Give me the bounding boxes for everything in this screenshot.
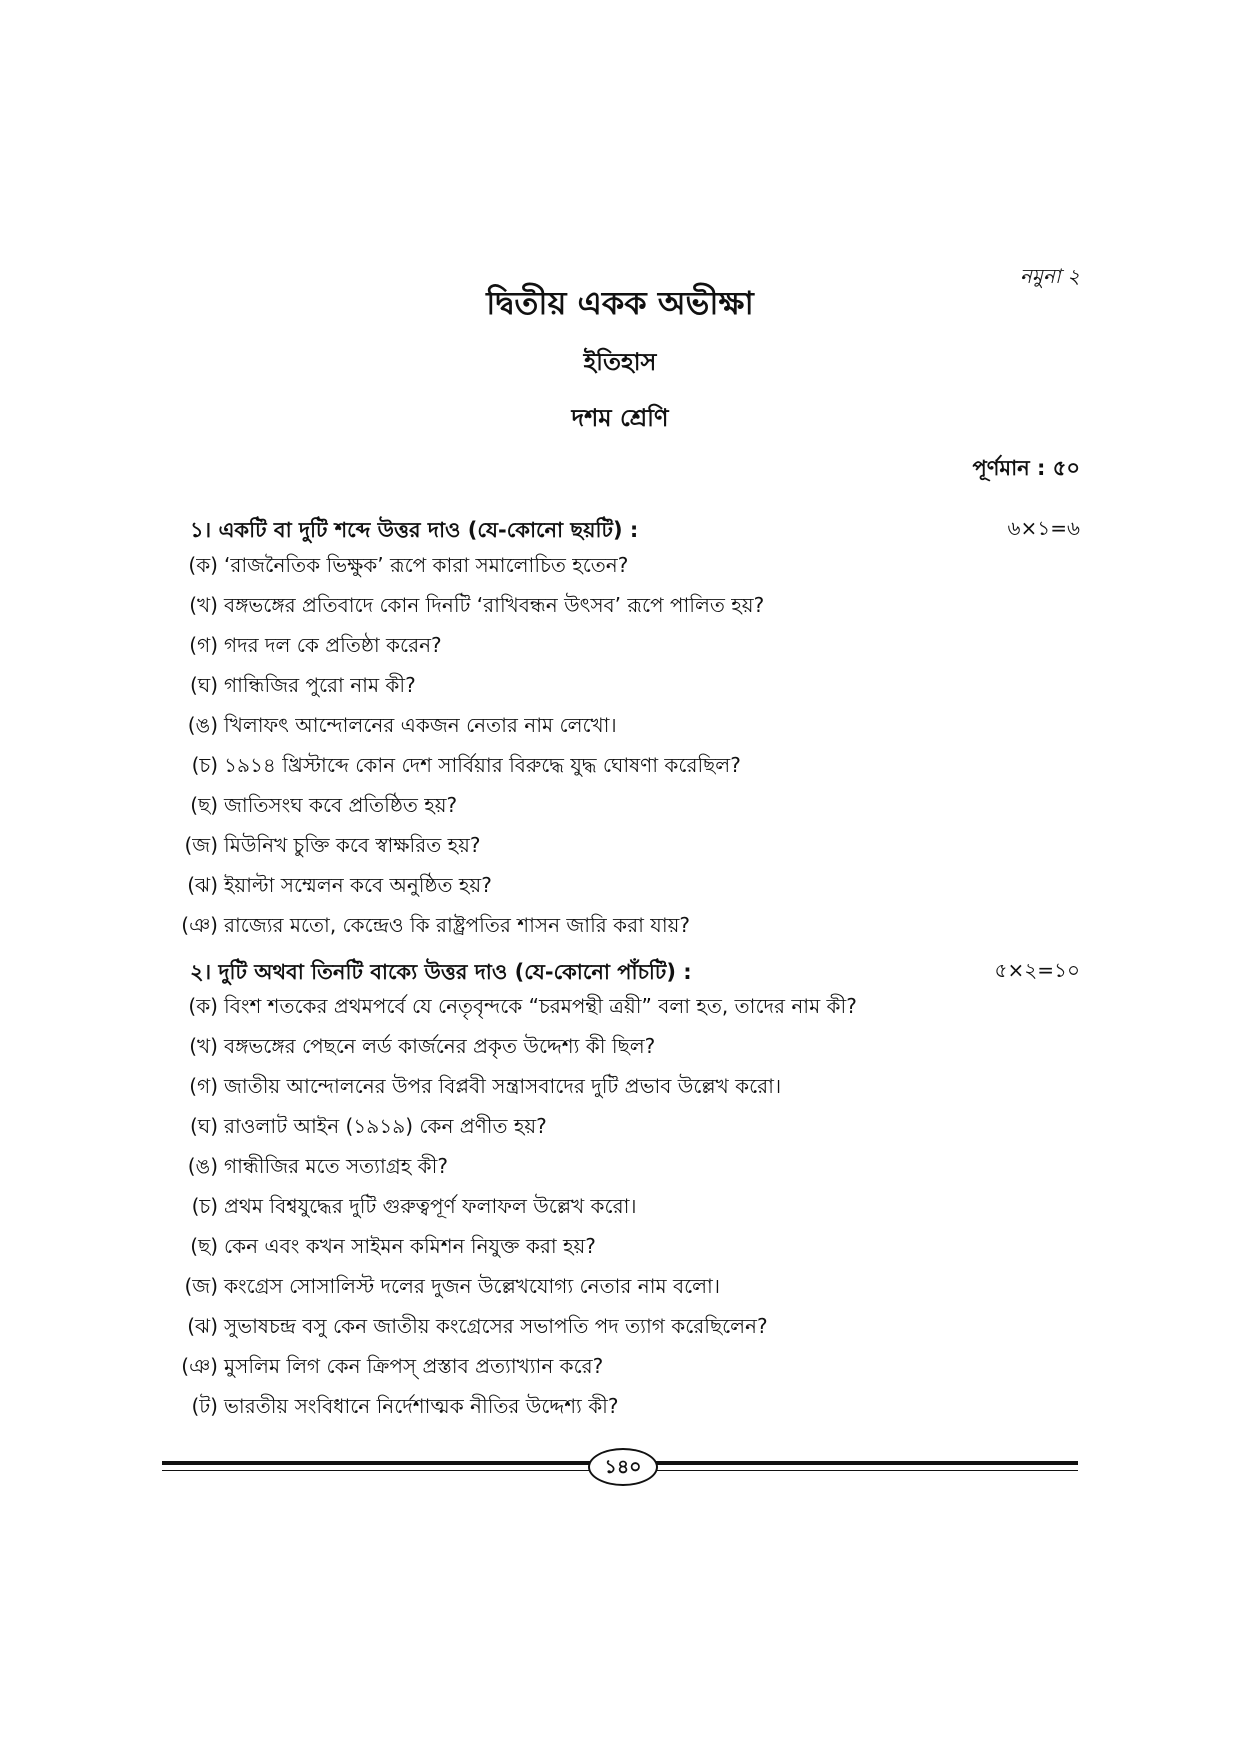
question-item: [172, 625, 764, 665]
question-item: [172, 1346, 857, 1386]
question-item: [172, 1066, 857, 1106]
section-2-heading: ২। দুটি অথবা তিনটি বাক্যে উত্তর দাও (যে-কোনো পাঁচটি) :: [190, 960, 692, 984]
question-label: (চ): [191, 1194, 218, 1218]
question-item: [172, 865, 764, 905]
subject-name: ইতিহাস: [583, 348, 657, 376]
question-text: রাজ্যের মতো, কেন্দ্রেও কি রাষ্ট্রপতির শাসন জারি করা যায়?: [224, 913, 691, 937]
question-text: গান্ধীজির মতে সত্যাগ্রহ কী?: [224, 1154, 448, 1178]
question-item: [172, 545, 764, 585]
question-text: মুসলিম লিগ কেন ক্রিপস্ প্রস্তাব প্রত্যাখ্যান করে?: [224, 1354, 604, 1378]
question-text: গান্ধিজির পুরো নাম কী?: [224, 673, 416, 697]
question-label: (জ): [184, 1274, 218, 1298]
question-text: জাতিসংঘ কবে প্রতিষ্ঠিত হয়?: [224, 793, 458, 817]
question-item: [172, 1266, 857, 1306]
page-number: ১৪০: [588, 1448, 658, 1486]
question-text: ভারতীয় সংবিধানে নির্দেশাত্মক নীতির উদ্দেশ্য কী?: [224, 1394, 619, 1418]
question-text: মিউনিখ চুক্তি কবে স্বাক্ষরিত হয়?: [224, 833, 481, 857]
question-label: (গ): [189, 633, 218, 657]
question-text: গদর দল কে প্রতিষ্ঠা করেন?: [224, 633, 442, 657]
question-item: [172, 1146, 857, 1186]
question-item: [172, 585, 764, 625]
question-text: কংগ্রেস সোসালিস্ট দলের দুজন উল্লেখযোগ্য নেতার নাম বলো।: [224, 1274, 720, 1298]
question-item: [172, 785, 764, 825]
question-label: (ট): [191, 1394, 218, 1418]
question-item: [172, 986, 857, 1026]
question-label: (ক): [188, 553, 218, 577]
question-text: জাতীয় আন্দোলনের উপর বিপ্লবী সন্ত্রাসবাদের দুটি প্রভাব উল্লেখ করো।: [224, 1074, 782, 1098]
section-2-questions: [172, 986, 857, 1426]
question-text: রাওলাট আইন (১৯১৯) কেন প্রণীত হয়?: [224, 1114, 547, 1138]
question-text: বঙ্গভঙ্গের পেছনে লর্ড কার্জনের প্রকৃত উদ্দেশ্য কী ছিল?: [224, 1034, 656, 1058]
question-item: [172, 1106, 857, 1146]
question-item: [172, 825, 764, 865]
question-label: (ঝ): [187, 873, 218, 897]
question-label: (ঘ): [190, 1114, 218, 1138]
section-2-marks: ৫×২=১০: [994, 958, 1080, 982]
question-item: [172, 1026, 857, 1066]
question-label: (ছ): [190, 1234, 218, 1258]
class-name: দশম শ্রেণি: [571, 404, 669, 432]
question-text: কেন এবং কখন সাইমন কমিশন নিযুক্ত করা হয়?: [224, 1234, 596, 1258]
question-label: (গ): [189, 1074, 218, 1098]
question-text: বঙ্গভঙ্গের প্রতিবাদে কোন দিনটি ‘রাখিবন্ধন উৎসব’ রূপে পালিত হয়?: [224, 593, 765, 617]
question-label: (ঝ): [187, 1314, 218, 1338]
exam-title: দ্বিতীয় একক অভীক্ষা: [486, 284, 754, 322]
sample-tag: নমুনা ২: [1019, 264, 1080, 288]
question-item: [172, 1226, 857, 1266]
question-text: ‘রাজনৈতিক ভিক্ষুক’ রূপে কারা সমালোচিত হতেন?: [224, 553, 629, 577]
full-marks: পূর্ণমান : ৫০: [972, 456, 1080, 480]
question-text: ১৯১৪ খ্রিস্টাব্দে কোন দেশ সার্বিয়ার বিরুদ্ধে যুদ্ধ ঘোষণা করেছিল?: [224, 753, 741, 777]
question-item: [172, 665, 764, 705]
question-text: ইয়াল্টা সম্মেলন কবে অনুষ্ঠিত হয়?: [224, 873, 492, 897]
question-item: [172, 1306, 857, 1346]
question-text: খিলাফৎ আন্দোলনের একজন নেতার নাম লেখো।: [224, 713, 617, 737]
question-label: (খ): [189, 1034, 218, 1058]
section-1-marks: ৬×১=৬: [1007, 516, 1080, 540]
question-label: (ক): [188, 994, 218, 1018]
section-1-heading: ১। একটি বা দুটি শব্দে উত্তর দাও (যে-কোনো ছয়টি) :: [190, 518, 639, 542]
question-item: [172, 745, 764, 785]
question-text: সুভাষচন্দ্র বসু কেন জাতীয় কংগ্রেসের সভাপতি পদ ত্যাগ করেছিলেন?: [224, 1314, 768, 1338]
question-item: [172, 705, 764, 745]
question-label: (চ): [191, 753, 218, 777]
question-label: (ঘ): [190, 673, 218, 697]
question-item: [172, 1186, 857, 1226]
question-label: (ঞ): [181, 1354, 218, 1378]
question-text: প্রথম বিশ্বযুদ্ধের দুটি গুরুত্বপূর্ণ ফলাফল উল্লেখ করো।: [224, 1194, 637, 1218]
question-label: (ছ): [190, 793, 218, 817]
question-text: বিংশ শতকের প্রথমপর্বে যে নেতৃবৃন্দকে “চরমপন্থী ত্রয়ী” বলা হত, তাদের নাম কী?: [224, 994, 857, 1018]
question-label: (ঞ): [181, 913, 218, 937]
section-1-questions: [172, 545, 764, 945]
question-item: [172, 905, 764, 945]
question-item: [172, 1386, 857, 1426]
question-label: (ঙ): [187, 1154, 218, 1178]
question-label: (ঙ): [187, 713, 218, 737]
question-label: (খ): [189, 593, 218, 617]
question-label: (জ): [184, 833, 218, 857]
